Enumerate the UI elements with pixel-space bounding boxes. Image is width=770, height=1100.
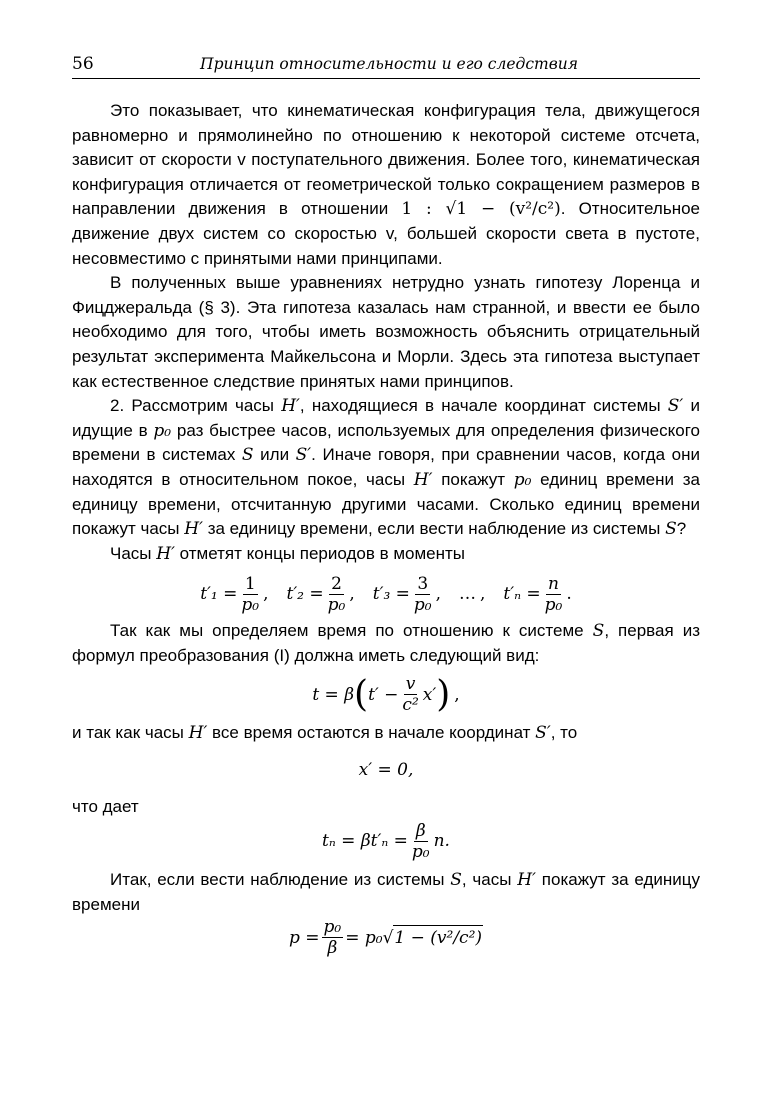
symbol-H-prime-2: H′: [413, 469, 433, 490]
eq2-left-paren: (: [354, 673, 369, 715]
p6-text-a: и так как часы: [72, 723, 184, 743]
fraction-3: [412, 574, 434, 615]
symbol-H-prime-3: H′: [184, 519, 203, 540]
equation-p: [72, 917, 700, 958]
eq5-den: β: [327, 938, 338, 959]
symbol-S-4: S: [450, 870, 462, 891]
p6-text-b: все время остаются в начале координат: [212, 723, 531, 743]
frac3-den: p₀: [413, 595, 432, 616]
eq2-fraction: [400, 674, 420, 715]
fraction-1: [239, 574, 261, 615]
p3-text-i: за единицу времени, если вести наблюдение из системы: [207, 519, 661, 539]
paragraph-6: [72, 721, 700, 746]
symbol-S-prime-3: S′: [535, 723, 551, 744]
paragraph-3: [72, 394, 700, 542]
p3-text-e: или: [260, 445, 290, 465]
symbol-H-prime: H′: [281, 396, 300, 417]
frac1-den: p₀: [241, 595, 260, 616]
contraction-ratio: 1 : √1 − (v²/c²): [401, 199, 561, 220]
eq2-x: x′: [422, 684, 437, 705]
eq2-num: v: [405, 674, 416, 695]
eq2-inner: t′ −: [368, 684, 399, 705]
page-number: 56: [72, 54, 94, 74]
paragraph-1: [72, 99, 700, 271]
eq3-text: x′ = 0,: [358, 760, 414, 781]
sqrt-sign: √: [382, 927, 394, 948]
symbol-H-prime-6: H′: [517, 870, 536, 891]
symbol-S-3: S: [592, 621, 605, 642]
eq2-right-paren: ): [436, 673, 451, 715]
paragraph-8: [72, 868, 700, 917]
equation-lorentz-time: [72, 674, 700, 715]
symbol-S-prime-2: S′: [295, 445, 312, 466]
symbol-p0: p₀: [153, 420, 172, 441]
equation-tn: [72, 821, 700, 862]
paragraph-7: что дает: [72, 796, 139, 816]
p8-text-a: Итак, если вести наблюдение из системы: [110, 870, 445, 890]
p4-text-a: Часы: [110, 543, 152, 563]
eq2-tail: ,: [454, 684, 460, 705]
eq1-t2: t′₂ =: [286, 584, 324, 605]
paragraph-1-rest: . Относительное движение двух систем со скоростью v, большей скорости света в пустоте, несовместимо с принятыми нами принципами.: [72, 199, 700, 268]
symbol-p0-2: p₀: [513, 469, 532, 490]
eq5-fraction: [322, 917, 344, 958]
eq2-den: c²: [402, 695, 419, 716]
eq4-den: p₀: [411, 842, 430, 863]
fracn-den: p₀: [544, 595, 563, 616]
p3-text-c: и идущие в: [72, 396, 700, 440]
symbol-H-prime-5: H′: [188, 723, 208, 744]
eq1-t3: t′₃ =: [372, 584, 410, 605]
p6-text-c: , то: [550, 723, 578, 743]
p3-text-h: единиц времени за единицу времени, отсчитанную другими часами. Сколько единиц времени покажут часы: [72, 469, 700, 539]
paragraph-1-text: Это показывает, что кинематическая конфигурация тела, движущегося равномерно и прямолинейно по отношению к некоторой системе отсчета, зависит от скорости v поступательного движения. Более того, кинематическая конфигурация отличается от геометрической только сокращением размеров в направлении движения в отношении: [72, 101, 700, 219]
eq4-num: β: [415, 821, 426, 842]
frac2-num: 2: [331, 574, 342, 595]
eq2-lhs: t = β: [312, 684, 355, 705]
frac3-num: 3: [417, 574, 429, 595]
fraction-n: [543, 574, 565, 615]
p3-text-a: 2. Рассмотрим часы: [110, 396, 275, 416]
eq5-lhs: p =: [288, 927, 320, 948]
eq1-tn: t′ₙ =: [503, 584, 541, 605]
eq4-lhs: tₙ = βt′ₙ =: [322, 831, 408, 852]
symbol-H-prime-4: H′: [156, 543, 175, 564]
eq1-ellipsis: …: [459, 584, 477, 605]
p3-text-f: . Иначе говоря, при сравнении часов, когда они находятся в относительном покое, часы: [72, 445, 700, 489]
eq5-num: p₀: [323, 917, 342, 938]
paragraph-2: В полученных выше уравнениях нетрудно узнать гипотезу Лоренца и Фицджеральда (§ 3). Эта гипотеза казалась нам странной, и ввести ее было необходимо для того, чтобы иметь возможность объяснить отрицательный результат эксперимента Майкельсона и Морли. Здесь эта гипотеза выступает как естественное следствие принятых нами принципов.: [72, 273, 700, 391]
frac2-den: p₀: [327, 595, 346, 616]
fraction-2: [326, 574, 348, 615]
eq5-root: 1 − (v²/c²): [393, 925, 483, 951]
symbol-S-prime: S′: [667, 396, 684, 417]
symbol-S-2: S: [665, 519, 677, 540]
p8-text-c: покажут за единицу времени: [72, 870, 701, 914]
eq4-fraction: [410, 821, 432, 862]
fracn-num: n: [548, 574, 559, 595]
eq4-tail: n.: [433, 831, 450, 852]
paragraph-4: [72, 542, 700, 567]
page-header: [72, 52, 700, 79]
paragraph-5: [72, 619, 700, 668]
running-title: Принцип относительности и его следствия: [200, 55, 578, 73]
text-body: [72, 99, 700, 958]
eq1-t1: t′₁ =: [200, 584, 238, 605]
p5-text-b: , первая из формул преобразования (I) должна иметь следующий вид:: [72, 621, 700, 665]
p3-text-g: покажут: [441, 469, 505, 489]
frac1-num: 1: [244, 574, 256, 595]
p3-text-j: ?: [676, 519, 687, 539]
p8-text-b: , часы: [461, 870, 512, 890]
p4-text-b: отметят концы периодов в моменты: [179, 543, 466, 563]
equation-x-prime-zero: [72, 758, 700, 783]
symbol-S: S: [241, 445, 254, 466]
p5-text-a: Так как мы определяем время по отношению к системе: [110, 621, 584, 641]
p3-text-d: раз быстрее часов, используемых для определения физического времени в системах: [72, 420, 701, 465]
equation-clock-moments: t′₁ = $\frac{1}{\text{p₀}}$ , t′₂ = $\frac{2}{\text{p₀}}$ , t′₃ = $\frac{3}{\text{p₀}}$ , … , t′ₙ = $\frac{n}{\text{p₀}}$ .: [200, 574, 572, 616]
p3-text-b: , находящиеся в начале координат системы: [299, 396, 661, 416]
eq5-rhs: = p₀: [345, 927, 383, 948]
